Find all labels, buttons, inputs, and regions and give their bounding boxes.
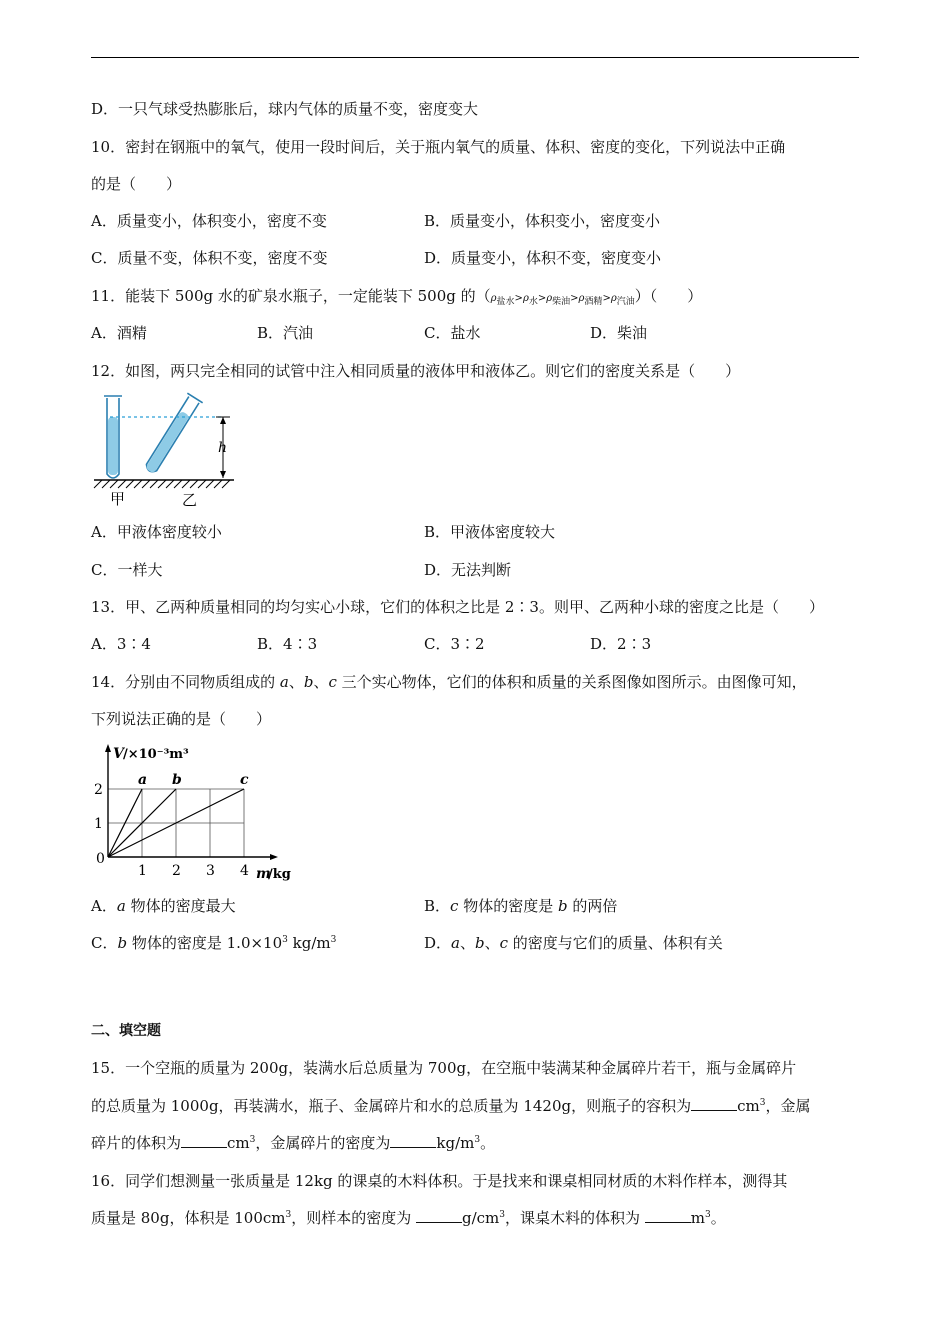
opt-prefix: D． [424,934,452,952]
y-tick-label: 1 [94,816,103,832]
series-label-a: a [138,772,148,788]
var-a: a [279,673,289,691]
series-label-c: c [240,772,249,788]
opt-prefix: C． [91,934,118,952]
chart-ticks [94,782,249,879]
unit: cm [737,1097,760,1115]
x-axis-arrow [270,854,278,860]
answer-blank-sample-density[interactable] [416,1208,462,1223]
q11-stem-text: 11．能装下 500g 水的矿泉水瓶子，一定能装下 500g 的（ [91,287,491,305]
q10-option-d: D．质量变小，体积不变，密度变小 [424,249,662,267]
var-a: a [116,897,126,915]
q16-line2 [91,1208,726,1228]
exponent: 3 [285,1210,292,1220]
sep: 、 [459,934,475,952]
var-c: c [499,934,509,952]
var-b: b [475,934,485,952]
tube-yi [142,393,203,475]
series-label-b: b [172,772,182,788]
q14-option-b [424,896,617,916]
sep: 、 [484,934,500,952]
label-h: h [218,440,228,456]
rho-sub-gasoline: 汽油 [616,297,635,307]
q9-option-d: D．一只气球受热膨胀后，球内气体的质量不变，密度变大 [91,100,479,118]
var-a: a [451,934,460,952]
gt-sign: > [570,293,579,304]
exponent: 3 [474,1135,481,1145]
exponent: 3 [282,935,288,945]
var-c: c [450,897,459,915]
q11-option-b: B．汽油 [257,324,314,342]
q14-stem-1b: 三个实心物体，它们的体积和质量的关系图像如图所示。由图像可知， [336,673,807,691]
q11-stem-end: ）（ ） [634,287,703,305]
rho-symbol: ρ [522,293,529,304]
rho-sub-saltwater: 盐水 [496,297,515,307]
q10-option-c: C．质量不变，体积不变，密度不变 [91,249,328,267]
exponent: 3 [499,1210,506,1220]
unit: g/cm [462,1209,500,1227]
exponent: 3 [759,1098,766,1108]
q15-line2 [91,1096,810,1116]
answer-blank-metal-density[interactable] [390,1133,436,1148]
opt-text: 物体的密度最大 [125,897,236,915]
rho-sub-water: 水 [528,297,538,307]
q15-text: ，金属碎片的密度为 [255,1134,391,1152]
x-tick-label: 1 [138,863,147,879]
sep: 、 [288,673,304,691]
q14-option-c [91,933,336,953]
opt-prefix: A． [91,897,117,915]
answer-blank-metal-volume[interactable] [181,1133,227,1148]
y-axis-label-var: V [113,746,124,762]
answer-blank-desk-volume[interactable] [645,1208,691,1223]
rho-symbol: ρ [578,293,585,304]
gt-sign: > [537,293,547,304]
y-axis-label-unit: /×10⁻³m³ [123,747,189,762]
q12-option-c: C．一样大 [91,561,163,579]
q13-option-c: C．3∶2 [424,635,485,653]
y-tick-label: 2 [94,782,103,798]
q15-text: 碎片的体积为 [91,1134,182,1152]
q10-option-b: B．质量变小，体积变小，密度变小 [424,212,661,230]
unit: kg/m [436,1134,475,1152]
q16-text: 质量是 80g，体积是 100cm [91,1209,286,1227]
y-axis-arrow [105,744,111,752]
q12-option-d: D．无法判断 [424,561,512,579]
q10-option-a: A．质量变小，体积变小，密度不变 [91,212,327,230]
q16-text: 。 [710,1209,726,1227]
var-c: c [328,673,337,691]
opt-text: 物体的密度是 1.0×10 [127,934,283,952]
x-tick-label: 3 [206,863,215,879]
rho-symbol: ρ [546,293,553,304]
q13-option-d: D．2∶3 [590,635,652,653]
q14-option-a [91,896,236,916]
volume-mass-chart [88,740,308,885]
answer-blank-volume[interactable] [691,1096,737,1111]
var-b: b [557,897,568,915]
q11-option-d: D．柴油 [590,324,648,342]
q13-option-b: B．4∶3 [257,635,318,653]
q10-stem-line2: 的是（ ） [91,175,182,193]
var-b: b [117,934,128,952]
test-tube-figure [90,390,240,510]
sep: 、 [313,673,329,691]
x-axis-label-unit: /kg [268,867,291,882]
gt-sign: > [514,293,523,304]
opt-prefix: B． [424,897,451,915]
origin-label: 0 [96,851,105,867]
var-b: b [303,673,314,691]
x-tick-label: 2 [172,863,181,879]
q11-option-c: C．盐水 [424,324,481,342]
q16-text: ，课桌木料的体积为 [505,1209,645,1227]
label-jia: 甲 [110,490,126,508]
q12-stem: 12．如图，两只完全相同的试管中注入相同质量的液体甲和液体乙。则它们的密度关系是（ ） [91,362,741,380]
q16-line1: 16．同学们想测量一张质量是 12kg 的课桌的木料体积。于是找来和课桌相同材质的木料作样本，测得其 [91,1172,788,1190]
q15-text: 。 [480,1134,496,1152]
section-title: 二、填空题 [91,1023,161,1039]
label-yi: 乙 [182,491,198,509]
q11-stem [91,286,702,309]
gt-sign: > [602,293,611,304]
q16-text: ，则样本的密度为 [291,1209,416,1227]
chart-series [108,772,249,857]
q13-stem: 13．甲、乙两种质量相同的均匀实心小球，它们的体积之比是 2∶3。则甲、乙两种小球的密度之比是（ ） [91,598,824,616]
opt-text: kg/m [287,934,331,952]
rho-sub-diesel: 柴油 [552,297,571,307]
q15-text: ，金属 [765,1097,811,1115]
opt-text: 的密度与它们的质量、体积有关 [508,934,723,952]
q13-option-a: A．3∶4 [91,635,151,653]
q14-stem-1a: 14．分别由不同物质组成的 [91,673,280,691]
ground-hatch [94,480,230,488]
rho-sub-alcohol: 酒精 [584,297,603,307]
unit: m [690,1209,706,1227]
exponent: 3 [330,935,337,945]
q15-line1: 15．一个空瓶的质量为 200g，装满水后总质量为 700g，在空瓶中装满某种金属碎片若干，瓶与金属碎片 [91,1059,797,1077]
q14-stem-line1 [91,672,807,692]
opt-text: 物体的密度是 [458,897,558,915]
q12-option-b: B．甲液体密度较大 [424,523,556,541]
exponent: 3 [249,1135,256,1145]
tube-jia [104,396,122,478]
x-tick-label: 4 [240,863,249,879]
q12-option-a: A．甲液体密度较小 [91,523,222,541]
q14-stem-line2: 下列说法正确的是（ ） [91,710,272,728]
rho-symbol: ρ [490,293,497,304]
q10-stem-line1: 10．密封在钢瓶中的氧气，使用一段时间后，关于瓶内氧气的质量、体积、密度的变化，下列说法中正确 [91,138,786,156]
q14-option-d [424,933,723,953]
q15-line3 [91,1133,495,1153]
unit: cm [227,1134,250,1152]
exponent: 3 [705,1210,711,1220]
q11-option-a: A．酒精 [91,324,147,342]
q15-text: 的总质量为 1000g，再装满水，瓶子、金属碎片和水的总质量为 1420g，则瓶子的容积为 [91,1097,692,1115]
header-rule [91,57,859,58]
opt-text: 的两倍 [567,897,618,915]
rho-symbol: ρ [610,293,617,304]
x-axis-label-var: m [256,866,271,882]
